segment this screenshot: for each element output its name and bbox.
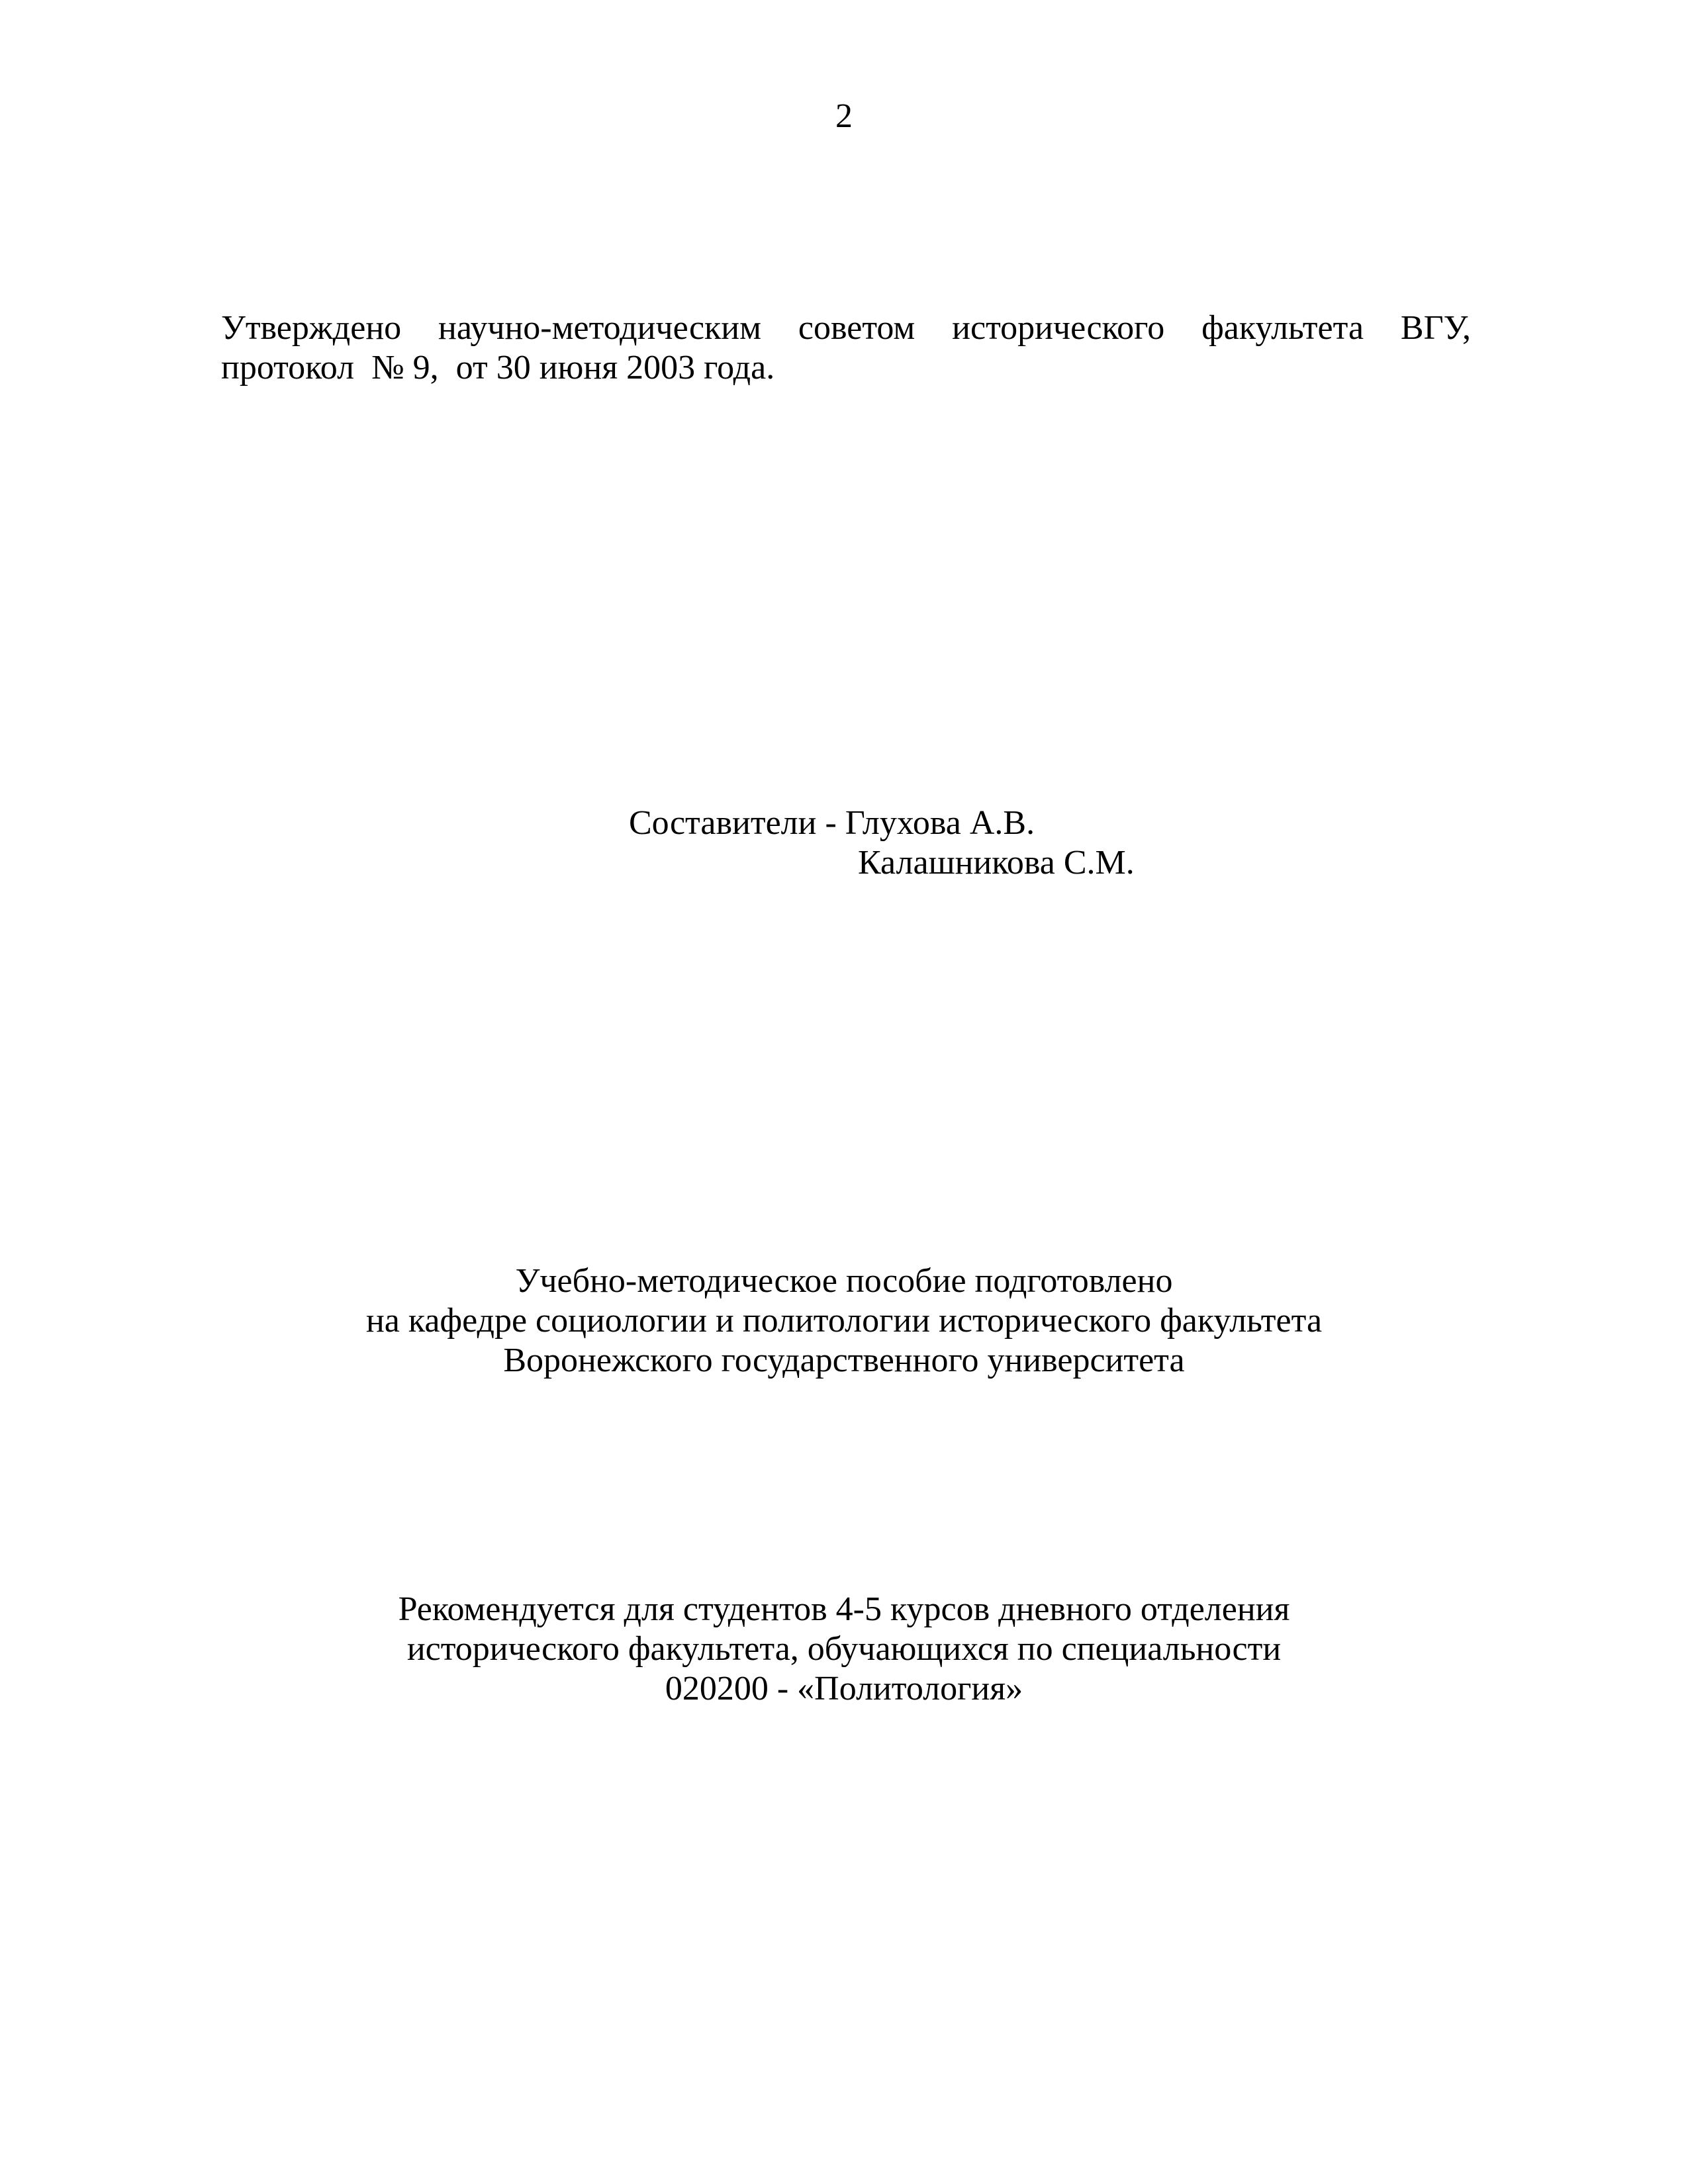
page-number: 2 (835, 97, 853, 135)
compilers-line-1: Составители - Глухова А.В. (629, 804, 1035, 842)
prepared-line: на кафедре социологии и политологии исторического факультета (365, 1302, 1323, 1340)
recommendation-statement (0, 1590, 1688, 1709)
approval-line-2: протокол № 9, от 30 июня 2003 года. (221, 349, 775, 387)
compilers-line-2: Калашникова С.М. (858, 844, 1135, 882)
prepared-line: Учебно-методическое пособие подготовлено (515, 1262, 1173, 1300)
recommendation-line: 020200 - «Политология» (665, 1670, 1023, 1707)
recommendation-line: Рекомендуется для студентов 4-5 курсов дневного отделения (398, 1590, 1290, 1628)
prepared-line: Воронежского государственного университета (503, 1342, 1185, 1379)
approval-statement (221, 308, 1471, 388)
approval-line-1: Утверждено научно-методическим советом исторического факультета ВГУ, (221, 309, 1471, 347)
prepared-statement (0, 1261, 1688, 1381)
recommendation-line: исторического факультета, обучающихся по специальности (406, 1630, 1282, 1668)
